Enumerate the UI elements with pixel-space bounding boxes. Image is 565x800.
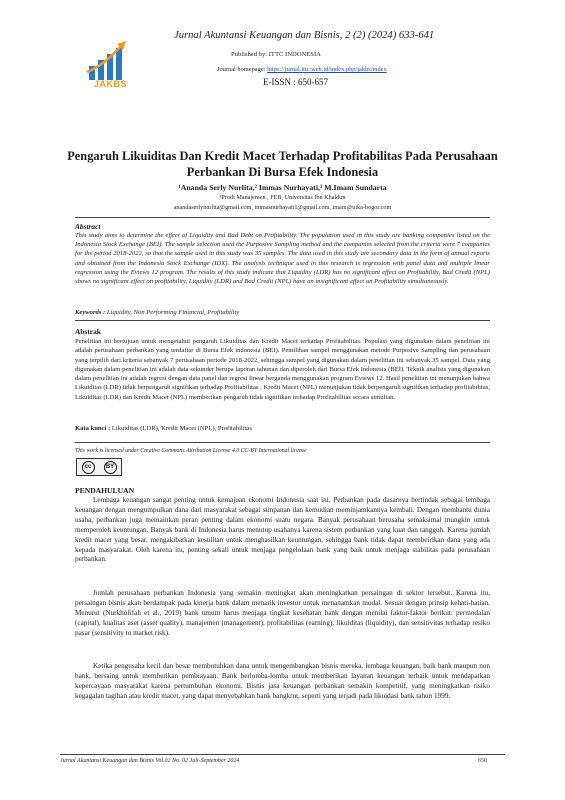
author-emails: anandaserlynurlita@gmail.com, immasnurhayati1@gmail.com, imam@uika-bogor.com (173, 204, 392, 211)
publisher-line: Published by: ITTC INDONESIA (231, 51, 321, 58)
page-number: 650 (478, 758, 487, 764)
abstract-text: This study aims to determine the effect of Liquidity and Bad Debt on Profitability. The population used in this study are banking companies listed on the Indonesia Stock Exchange (BEI). The sample selection used the Purposive Sampling method and the companies selected from the criteria were 7 companies for the period 2018-2022, so that the sample used in this study was 35 samples. The data used in this study are secondary data in the form of annual reports and obtained from the Indonesia Stock Exchange (IDX). The analysis technique used in this research is regression with panel data and multiple linear regression using the Eviews 12 program. The results of this study indicate that Liquidity (LDR) has no significant effect on Profitability, Bad Credit (NPL) shows no significant effect on profitability, Liquidity (LDR) and Bad Credit (NPL) have an insignificant effect on Profitability simultaneously. (75, 232, 490, 286)
divider (75, 320, 490, 321)
abstract-heading: Abstract (75, 222, 101, 231)
abstract-keywords (75, 309, 490, 316)
logo-text: JAKBS (94, 79, 128, 89)
cc-icon: cc (82, 461, 95, 474)
body-paragraph: Ketika pengusaha kecil dan besar membutuhkan dana untuk mengembangkan bisnis mereka, lembaga keuangan, baik bank maupun non bank, bersaing untuk memberikan pembiayaan. Bank berlomba-lomba untuk memberikan layanan keuangan terbaik untuk mendapatkan kepercayaan masyarakat karena pertumbuhan ekonomi. Bisnis jasa keuangan perbankan semakin kompetitif, yang meningkatkan risiko kegagalan tagihan atau kredit macet, yang dapat menyebabkan bank bangkrut, seperti yang terjadi pada likuidasi bank tahun 1999. (75, 662, 490, 700)
divider (75, 217, 490, 218)
homepage-line (217, 66, 387, 73)
divider (75, 442, 490, 443)
paper-title: Pengaruh Likuiditas Dan Kredit Macet Terhadap Profitabilitas Pada Perusahaan Perbankan Di Bursa Efek Indonesia (67, 149, 498, 179)
cc-by-badge-icon[interactable] (76, 458, 122, 476)
keywords-value: Liquidity, Non Performing Financial, Profitability (106, 309, 240, 316)
keywords-label: Keywords : (75, 309, 106, 316)
body-paragraph: Lembaga keuangan sangat penting untuk kemajuan ekonomi Indonesia saat ini. Perbankan pada dasarnya bertindak sebagai lembaga keuangan dengan mengumpulkan dana dari masyarakat sebagai simpanan dan kemudian meminjamkannya kembali. Dengan membantu dunia usaha, perbankan juga memainkan peran penting dalam ekonomi suatu negara. Banyak perusahaan berusaha semaksimal mungkin untuk memperoleh keuntungan. Banyak bank di Indonesia harus menutup usahanya karena sistem perbankan yang kuat dan tangguh. Karena jumlah kredit macet yang besar, mengakibatkan kesulitan untuk menghasilkan keuntungan, sehingga bank tidak dapat membeirikan dana yang ada kepada masyarakat. Oleh karena itu, penting sekali untuk menjaga pengelolaan bank yang baik untuk menjaga stabilitas pada perusahaan perbankan. (75, 496, 490, 564)
homepage-label: Journal homepage: (217, 66, 266, 73)
affiliation: ¹Prodi Manajemen , FEB, Universitas Ibn Khaldun (219, 194, 346, 201)
abstrak-keywords (75, 425, 490, 432)
authors: ¹Ananda Serly Nurlita,² Immas Nurhayati,³ M.Imam Sundarta (178, 183, 387, 192)
footer-divider (60, 754, 505, 755)
footer-journal: Jurnal Akuntansi Keuangan dan Bisnis Vol.02 No. 02 Juli-September 2024 (60, 758, 240, 764)
homepage-link[interactable]: https://jurnal.ittc.web.id/index.php/jakbs/index (267, 66, 387, 73)
kata-kunci-label: Kata kunci : (75, 425, 111, 432)
abstrak-heading: Abstrak (75, 327, 101, 336)
section-heading: PENDAHULUAN (75, 486, 135, 495)
abstrak-text: Penelitian ini bertujuan untuk mengetahui pengaruh Likuiditas dan Kredit Macet terhadap Profitabilitas. Populasi yang digunakan dalam penelitian ini adalah perusahaan perbankan yang terdaftar di Bursa Efek indonesia (BEI). Pemilihan sampel menggunakan metode Purposive Sampling dan perusahaan yang terpilih dari kriteria sebanyak 7 perusahaan periode 2018-2022, sehingga sampel yang digunakan dalam penelitian ini sebanyak 35 sampel. Data yang digunakan dalam penelitian ini adalah data sekunder berupa laporan tahunan dan diperoleh dari Bursa Efek Indonesia (BEI). Teknik analisis yang digunakan dalam penelitian ini adalah regresi dengan data panel dan regresi linear berganda menggunakan program Eviews 12. Hasil penelitian ini menunjukan bahwa Likuiditas (LDR) tidak berpengaruh signifikan terhadap Profitabilitas , Kredit Macet (NPL) menunjukan tidak berpengaruh signifikan terhadap profitabilitas, Likuiditas (LDR) dan Kredit Macet (NPL) memberikan pengaruh tidak signifikan terhadap Profitabilitas secara simultan. (75, 338, 490, 401)
body-paragraph: Jumlah perusahaan perbankan Indonesia yang semakin meningkat akan meningkatkan persaingan di sektor tersebut. Karena itu, persaingan bisnis akan berdampak pada kinerja bank dalam menarik investor untuk menanamkan modal. Sesuai dengan prinsip kehati-hatian. Menurut (Nurkhofifah et al., 2019) bank umum harus menjaga tingkat kesehatan bank dengan menilai faktor-faktor berikut: permodalan (capital), kualitas aset (asset quality), manajemen (management), profitabilitas (earning), likuiditas (liquidity), dan sensitivitas terhadap resiko pasar (sensitivity to market risk). (75, 589, 490, 637)
journal-title: Jurnal Akuntansi Keuangan dan Bisnis, 2 (2) (2024) 633-641 (174, 30, 435, 41)
license-text: This work is licensed under Creative Commons Attribution License 4.0 CC-BY International license (75, 448, 307, 454)
by-icon: BY (104, 461, 117, 474)
eissn: E-ISSN : 650-657 (263, 77, 328, 87)
kata-kunci-value: Likuiditas (LDR), Kredit Macet (NPL), Profitabilitas (111, 425, 252, 432)
